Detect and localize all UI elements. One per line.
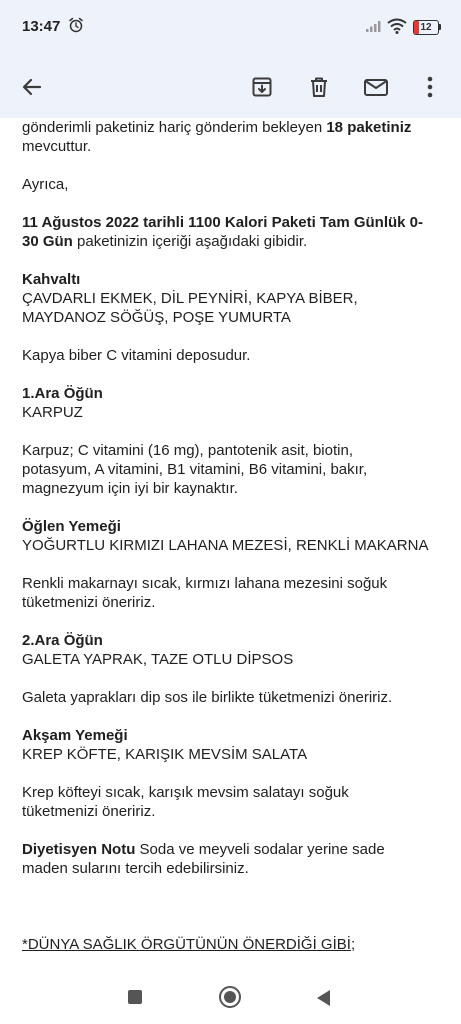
more-options-icon — [427, 76, 433, 98]
menu-item: MAYDANOZ SÖĞÜŞ, POŞE YUMURTA — [22, 309, 291, 326]
wifi-icon — [387, 18, 407, 34]
back-arrow-icon — [20, 75, 44, 99]
email-text: ; — [350, 936, 356, 953]
menu-note: Renkli makarnayı sıcak, kırmızı lahana mezesini soğuk — [22, 575, 388, 592]
email-line — [22, 118, 442, 137]
who-link[interactable]: *DÜNYA SAĞLIK ÖRGÜTÜNÜN ÖNERDİĞİ GİBİ — [22, 936, 351, 953]
menu-note: magnezyum için iyi bir kaynaktır. — [22, 480, 238, 497]
battery-tip — [439, 24, 441, 30]
email-bold-text: 30 Gün — [22, 233, 73, 250]
archive-button[interactable] — [242, 67, 282, 107]
section-title-kahvalti: Kahvaltı — [22, 271, 81, 288]
battery-level: 12 — [420, 22, 432, 33]
menu-item: YOĞURTLU KIRMIZI LAHANA MEZESİ, RENKLİ MAKARNA — [22, 537, 429, 554]
menu-note: Karpuz; C vitamini (16 mg), pantotenik asit, biotin, — [22, 442, 353, 459]
alarm-clock-icon — [68, 17, 84, 33]
battery-icon — [413, 20, 439, 35]
home-icon[interactable] — [219, 986, 241, 1008]
email-text: gönderimli paketiniz hariç gönderim bekleyen — [22, 119, 327, 136]
menu-item: KARPUZ — [22, 404, 83, 421]
email-text: paketinizin içeriği aşağıdaki gibidir. — [72, 233, 308, 250]
dietitian-note — [22, 840, 442, 859]
section-title-aksam: Akşam Yemeği — [22, 727, 128, 744]
navigation-bar — [0, 968, 461, 1024]
email-body — [22, 118, 442, 970]
menu-item: ÇAVDARLI EKMEK, DİL PEYNİRİ, KAPYA BİBER, — [22, 290, 358, 307]
menu-item: GALETA YAPRAK, TAZE OTLU DİPSOS — [22, 651, 294, 668]
menu-item: KREP KÖFTE, KARIŞIK MEVSİM SALATA — [22, 746, 308, 763]
mark-unread-button[interactable] — [356, 67, 396, 107]
menu-note: potasyum, A vitamini, B1 vitamini, B6 vitamini, bakır, — [22, 461, 368, 478]
email-line — [22, 935, 442, 954]
delete-icon — [307, 75, 331, 99]
email-line: Ayrıca, — [22, 176, 69, 193]
mark-unread-icon — [363, 75, 389, 99]
email-bold-text: 18 paketiniz — [326, 119, 412, 136]
section-title-ara-ogun-2: 2.Ara Öğün — [22, 632, 103, 649]
email-line — [22, 232, 442, 251]
back-button[interactable] — [12, 67, 52, 107]
status-bar — [0, 0, 461, 56]
email-line: mevcuttur. — [22, 138, 92, 155]
menu-note: tüketmenizi öneririz. — [22, 594, 156, 611]
dietitian-note: maden sularını tercih edebilirsiniz. — [22, 860, 249, 877]
more-options-button[interactable] — [410, 67, 450, 107]
back-triangle-icon[interactable] — [317, 990, 330, 1006]
section-title-ara-ogun-1: 1.Ara Öğün — [22, 385, 103, 402]
menu-note: Krep köfteyi sıcak, karışık mevsim salatayı soğuk — [22, 784, 349, 801]
archive-icon — [250, 75, 274, 99]
delete-button[interactable] — [299, 67, 339, 107]
menu-note: Galeta yaprakları dip sos ile birlikte tüketmenizi öneririz. — [22, 689, 393, 706]
status-time: 13:47 — [22, 18, 61, 35]
email-text: Soda ve meyveli sodalar yerine sade — [135, 841, 385, 858]
menu-note: tüketmenizi öneririz. — [22, 803, 156, 820]
email-bold-text: Diyetisyen Notu — [22, 841, 136, 858]
menu-note: Kapya biber C vitamini deposudur. — [22, 347, 251, 364]
signal-icon — [366, 20, 382, 32]
battery-level-fill — [414, 21, 419, 34]
package-date-heading: 11 Ağustos 2022 tarihli 1100 Kalori Paketi Tam Günlük 0- — [22, 214, 423, 231]
section-title-oglen: Öğlen Yemeği — [22, 518, 121, 535]
recent-apps-icon[interactable] — [128, 990, 142, 1004]
app-bar — [0, 56, 461, 118]
